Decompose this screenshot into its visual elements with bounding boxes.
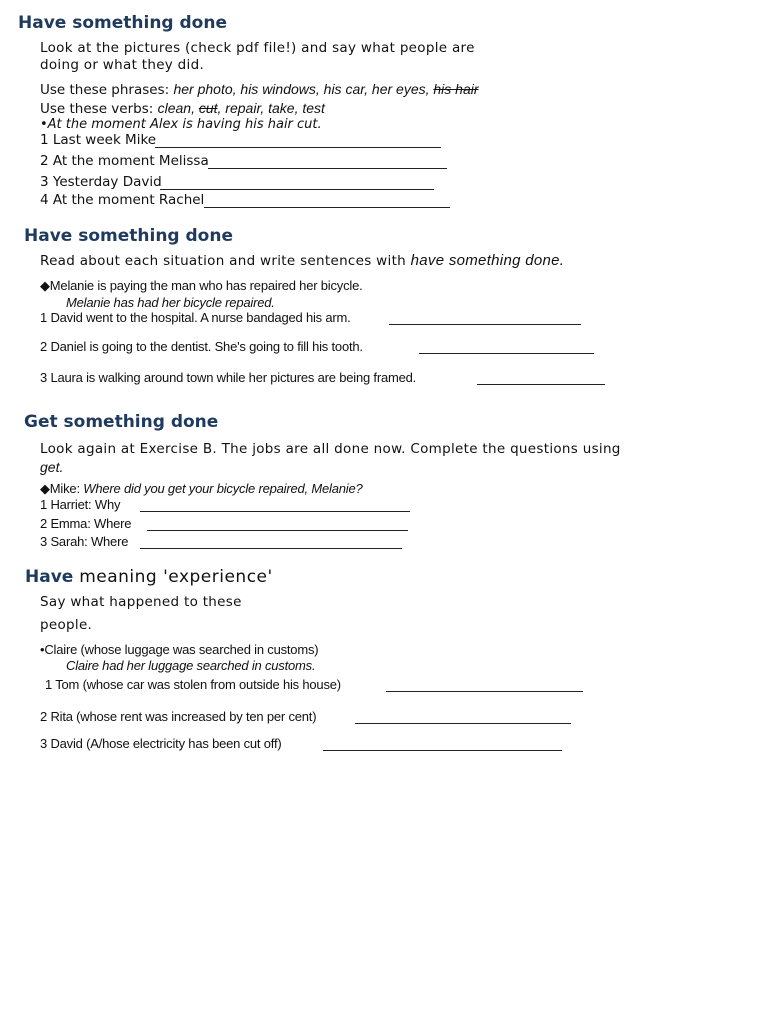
answer-line (160, 189, 434, 190)
section1-instruction-line2: doing or what they did. (40, 57, 205, 73)
verbs-struck: cut (198, 100, 218, 116)
section3-example: ◆Mike: Where did you get your bicycle repaired, Melanie? (40, 481, 363, 496)
answer-line (389, 324, 581, 325)
phrases-row (40, 81, 479, 98)
verbs-list-b: , repair, take, test (217, 100, 325, 116)
section1-title: Have something done (18, 13, 227, 33)
answer-line (155, 147, 441, 148)
answer-line (323, 750, 562, 751)
section3-instruction-line1: Look again at Exercise B. The jobs are all done now. Complete the questions using (40, 441, 621, 457)
section1-item-1: 1 Last week Mike (40, 132, 157, 148)
section1-example: •At the moment Alex is having his hair cut. (40, 117, 322, 132)
answer-line (208, 168, 447, 169)
section1-item-2: 2 At the moment Melissa (40, 153, 209, 169)
answer-line (140, 511, 410, 512)
section4-item-1: 1 Tom (whose car was stolen from outside his house) (45, 677, 341, 692)
answer-line (386, 691, 583, 692)
answer-line (204, 207, 450, 208)
phrases-struck: his hair (433, 81, 479, 97)
section1-instruction-line1: Look at the pictures (check pdf file!) and say what people are (40, 40, 475, 56)
section4-instruction-line1: Say what happened to these (40, 594, 242, 610)
answer-line (140, 548, 402, 549)
section3-item-3: 3 Sarah: Where (40, 534, 129, 549)
phrases-label: Use these phrases: (40, 82, 170, 98)
section2-item-3: 3 Laura is walking around town while her pictures are being framed. (40, 370, 417, 385)
section3-instruction-line2: get. (40, 459, 64, 475)
section3-item-1: 1 Harriet: Why (40, 497, 121, 512)
section4-example: •Claire (whose luggage was searched in customs) (40, 642, 319, 657)
section2-instruction: Read about each situation and write sentences with have something done. (40, 252, 565, 269)
section4-item-3: 3 David (A/hose electricity has been cut off) (40, 736, 282, 751)
verbs-row (40, 100, 325, 117)
answer-line (147, 530, 408, 531)
section3-item-2: 2 Emma: Where (40, 516, 132, 531)
section3-title: Get something done (24, 412, 219, 432)
verbs-label: Use these verbs: (40, 101, 154, 117)
section1-item-4: 4 At the moment Rachel (40, 192, 205, 208)
section4-instruction-line2: people. (40, 617, 93, 633)
section2-example: ◆Melanie is paying the man who has repaired her bicycle. (40, 278, 363, 293)
answer-line (477, 384, 605, 385)
answer-line (355, 723, 571, 724)
section2-example-answer: Melanie has had her bicycle repaired. (66, 295, 275, 310)
section1-item-3: 3 Yesterday David (40, 174, 162, 190)
answer-line (419, 353, 594, 354)
section4-item-2: 2 Rita (whose rent was increased by ten per cent) (40, 709, 317, 724)
section4-example-answer: Claire had her luggage searched in customs. (66, 658, 316, 673)
section2-title: Have something done (24, 226, 233, 246)
phrases-list: her photo, his windows, his car, her eyes, (173, 81, 434, 97)
verbs-list-a: clean, (157, 100, 199, 116)
section2-item-1: 1 David went to the hospital. A nurse bandaged his arm. (40, 310, 351, 325)
section2-item-2: 2 Daniel is going to the dentist. She's going to fill his tooth. (40, 339, 363, 354)
section4-title: Have meaning 'experience' (25, 567, 273, 587)
